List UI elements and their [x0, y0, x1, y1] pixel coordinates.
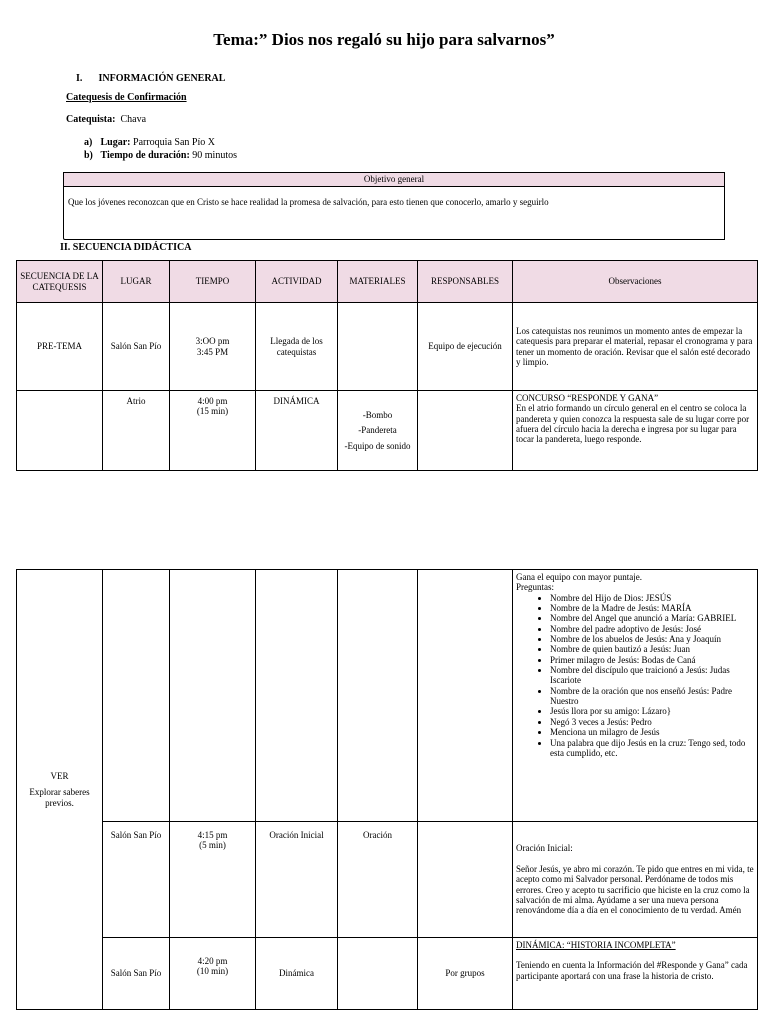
list-item: • Nombre del Hijo de Dios: JESÚS — [550, 593, 754, 603]
objetivo-text: Que los jóvenes reconozcan que en Cristo se hace realidad la promesa de salvación, para esto tienen que conocerlo, amarlo y seguirlo — [68, 197, 549, 207]
header-materiales: MATERIALES — [338, 261, 418, 303]
gana-text: Gana el equipo con mayor puntaje. — [516, 572, 642, 582]
cell-tiempo — [170, 822, 256, 938]
list-item: • Nombre de la oración que nos enseñó Jesús: Padre Nuestro — [550, 686, 754, 707]
cell-observaciones: Los catequistas nos reunimos un momento antes de empezar la catequesis para preparar el material, repasar el cronograma y para tener un momento de oración. Revisar que el salón esté decorado y limpio. — [513, 303, 758, 391]
cell-tiempo — [170, 938, 256, 1010]
list-item: • Nombre del Angel que anunció a María: GABRIEL — [550, 613, 754, 623]
tiempo-duration: (5 min) — [199, 840, 226, 851]
tiempo-end: 3:45 PM — [196, 346, 229, 357]
cell-responsables: Por grupos — [418, 938, 513, 1010]
objetivo-header: Objetivo general — [64, 173, 724, 187]
table-row — [17, 391, 758, 471]
list-item: • Nombre de quien bautizó a Jesús: Juan — [550, 644, 754, 654]
sequence-table-2 — [16, 569, 758, 1010]
material-item: -Equipo de sonido — [344, 440, 411, 451]
cell-actividad — [256, 570, 338, 822]
list-item: • Menciona un milagro de Jesús — [550, 727, 754, 737]
preguntas-label: Preguntas: — [516, 582, 554, 593]
lugar-key: a) — [84, 137, 93, 148]
document-title: Tema:” Dios nos regaló su hijo para salvarnos” — [213, 30, 555, 49]
duracion-label: Tiempo de duración — [100, 150, 187, 161]
cell-observaciones — [513, 570, 758, 822]
cell-actividad: DINÁMICA — [256, 391, 338, 471]
tiempo-start: 3:OO pm — [195, 336, 230, 347]
cell-secuencia — [17, 391, 103, 471]
sequence-table-1 — [16, 260, 758, 471]
cell-observaciones — [513, 938, 758, 1010]
cell-responsables: Equipo de ejecución — [418, 303, 513, 391]
cell-lugar: Atrio — [103, 391, 170, 471]
cell-materiales — [338, 303, 418, 391]
section-2-number: II. — [60, 242, 71, 253]
list-item: • Jesús llora por su amigo: Lázaro} — [550, 706, 754, 716]
cell-lugar: Salón San Pío — [103, 938, 170, 1010]
cell-tiempo — [170, 391, 256, 471]
duracion-value: 90 minutos — [192, 150, 238, 161]
obs-title: Oración Inicial: — [516, 843, 573, 854]
cell-materiales — [338, 570, 418, 822]
ver-label: VER — [50, 770, 69, 781]
list-item: • Nombre de la Madre de Jesús: MARÍA — [550, 603, 754, 613]
catequista-label: Catequista — [66, 114, 113, 125]
cell-responsables — [418, 391, 513, 471]
header-responsables: RESPONSABLES — [418, 261, 513, 303]
cell-materiales — [338, 391, 418, 471]
ver-subtitle: Explorar saberes previos. — [29, 787, 90, 808]
questions-list — [516, 593, 754, 759]
lugar-value: Parroquia San Pío X — [133, 137, 215, 148]
cell-lugar: Salón San Pío — [103, 303, 170, 391]
list-item: • Nombre del padre adoptivo de Jesús: José — [550, 624, 754, 634]
tiempo-duration: (15 min) — [196, 406, 229, 417]
table-row — [17, 938, 758, 1010]
cell-materiales: Oración — [338, 822, 418, 938]
cell-lugar: Salón San Pío — [103, 822, 170, 938]
objetivo-box — [63, 172, 725, 240]
cell-observaciones — [513, 822, 758, 938]
list-item: • Negó 3 veces a Jesús: Pedro — [550, 717, 754, 727]
header-secuencia: SECUENCIA DE LA CATEQUESIS — [17, 261, 103, 303]
obs-title: CONCURSO “RESPONDE Y GANA” — [516, 393, 659, 403]
obs-text: En el atrio formando un círculo general en el centro se coloca la pandereta y quien conozca la respuesta sale de su lugar corre por afuera del círculo hacia la derecha e ingresa por su lugar para tocar la pandereta, luego responde. — [516, 403, 750, 445]
cell-actividad: Dinámica — [256, 938, 338, 1010]
cell-lugar — [103, 570, 170, 822]
tiempo-start: 4:00 pm — [197, 396, 228, 406]
obs-title: DINÁMICA: “HISTORIA INCOMPLETA” — [516, 940, 676, 950]
tiempo-duration: (10 min) — [196, 966, 229, 977]
section-2-heading — [60, 242, 191, 253]
duracion-key: b) — [84, 150, 93, 161]
table-row — [17, 822, 758, 938]
material-item: -Bombo — [362, 409, 393, 420]
lugar-line: a) Lugar: Parroquia San Pío X — [84, 137, 215, 148]
obs-text: Señor Jesús, ye abro mi corazón. Te pido que entres en mi vida, te acepto como mi Salvador personal. Perdóname de todos mis errores. Creo y acepto tu sacrificio que hiciste en la cruz como la salvación de mi alma. Ayúdame a ser una nueva persona renovándome día a día en el conocimiento de tu verdad. Amén — [516, 863, 754, 916]
list-item: • Primer milagro de Jesús: Bodas de Caná — [550, 655, 754, 665]
lugar-label: Lugar — [100, 137, 128, 148]
cell-materiales — [338, 938, 418, 1010]
tiempo-start: 4:15 pm — [197, 830, 228, 840]
list-item: • Nombre del discípulo que traicionó a Jesús: Judas Iscariote — [550, 665, 754, 686]
obs-text: Teniendo en cuenta la Información del #Responde y Gana” cada participante aportará con una frase la historia de cristo. — [516, 960, 748, 981]
cell-tiempo — [170, 303, 256, 391]
cell-tiempo — [170, 570, 256, 822]
cell-observaciones — [513, 391, 758, 471]
table-row — [17, 570, 758, 822]
list-item: • Nombre de los abuelos de Jesús: Ana y Joaquín — [550, 634, 754, 644]
tiempo-start: 4:20 pm — [197, 956, 228, 966]
section-1-heading — [76, 73, 225, 84]
catequista-line: Catequista: Chava — [66, 114, 147, 125]
list-item: • Una palabra que dijo Jesús en la cruz: Tengo sed, todo esta cumplido, etc. — [550, 738, 754, 759]
material-item: -Pandereta — [358, 425, 397, 436]
cell-actividad: Llegada de los catequistas — [256, 303, 338, 391]
header-observaciones: Observaciones — [513, 261, 758, 303]
cell-actividad: Oración Inicial — [256, 822, 338, 938]
section-2-label: SECUENCIA DIDÁCTICA — [72, 242, 192, 253]
header-lugar: LUGAR — [103, 261, 170, 303]
header-actividad: ACTIVIDAD — [256, 261, 338, 303]
cell-responsables — [418, 570, 513, 822]
catechesis-subtitle: Catequesis de Confirmación — [66, 92, 187, 103]
table-header-row — [17, 261, 758, 303]
cell-responsables — [418, 822, 513, 938]
cell-secuencia: PRE-TEMA — [17, 303, 103, 391]
table-row — [17, 303, 758, 391]
section-1-label: INFORMACIÓN GENERAL — [98, 73, 226, 84]
catequista-value: Chava — [120, 114, 147, 125]
cell-secuencia-ver — [17, 570, 103, 1010]
duracion-line: b) Tiempo de duración: 90 minutos — [84, 150, 238, 161]
header-tiempo: TIEMPO — [170, 261, 256, 303]
section-1-number: I. — [76, 73, 83, 84]
